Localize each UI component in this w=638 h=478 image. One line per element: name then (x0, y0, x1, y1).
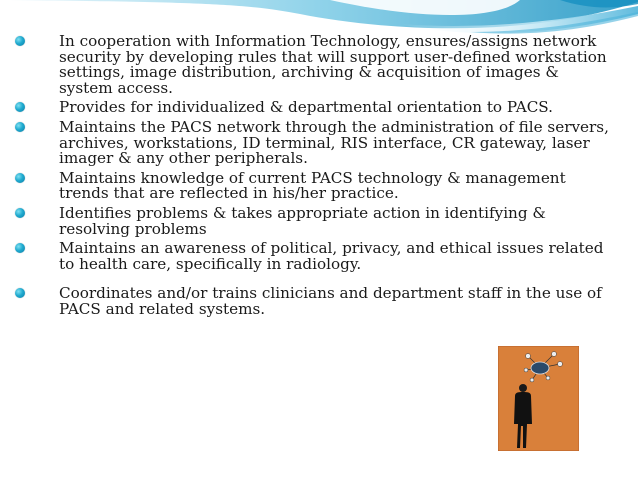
bullet-item (12, 203, 612, 238)
bullet-text: In cooperation with Information Technology, ensures/assigns network security by developing rules that will support user-defined workstation settings, image distribution, archiving & acquisition of images & system access. (59, 32, 607, 97)
bullet-item (12, 241, 612, 272)
bullet-dot-icon (15, 243, 25, 253)
bullet-dot-icon (15, 173, 25, 183)
bullet-text: Identifies problems & takes appropriate action in identifying & resolving problems (59, 203, 546, 238)
bullet-dot-icon (15, 288, 25, 298)
bullet-item (12, 100, 612, 116)
bullet-item (12, 117, 612, 168)
bullet-item (12, 168, 612, 203)
businessman-network-illustration (498, 346, 579, 451)
bullet-dot-icon (15, 122, 25, 132)
bullet-dot-icon (15, 36, 25, 46)
bullet-text: Maintains an awareness of political, privacy, and ethical issues related to health care, specifically in radiology. (59, 239, 604, 273)
bullet-item (12, 34, 612, 96)
bullet-text: Provides for individualized & departmental orientation to PACS. (59, 98, 554, 117)
bullet-list (12, 34, 612, 322)
bullet-text: Coordinates and/or trains clinicians and department staff in the use of PACS and related systems. (59, 284, 602, 318)
bullet-dot-icon (15, 208, 25, 218)
bullet-item (12, 286, 612, 317)
bullet-text: Maintains knowledge of current PACS technology & management trends that are reflected in his/her practice. (59, 168, 566, 203)
bullet-dot-icon (15, 102, 25, 112)
bullet-text: Maintains the PACS network through the administration of file servers, archives, workstations, ID terminal, RIS interface, CR gateway, laser imager & any other peripherals. (59, 117, 609, 168)
